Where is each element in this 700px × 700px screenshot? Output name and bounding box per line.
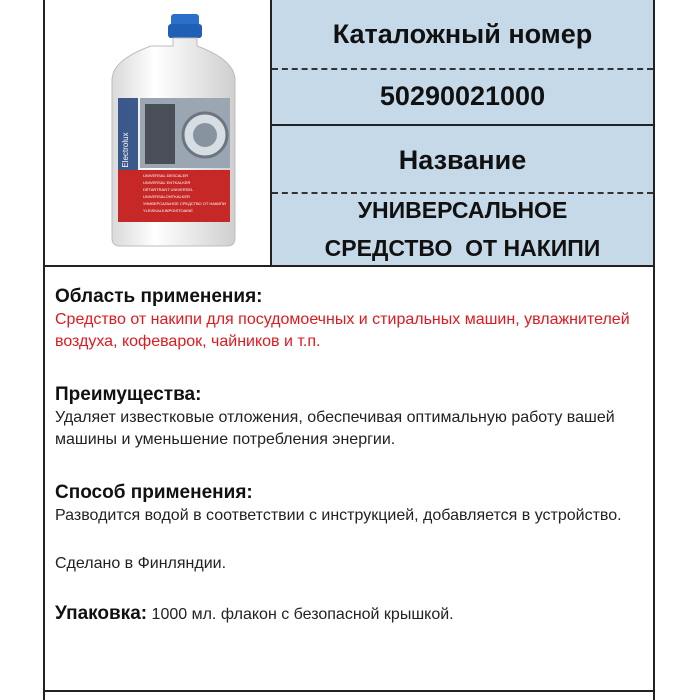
method-text: Разводится водой в соответствии с инструкцией, добавляется в устройство. [55,507,622,524]
advantages-text: Удаляет известковые отложения, обеспечивая оптимальную работу вашей машины и уменьшение потребления энергии. [55,409,615,448]
name-label: Название [272,124,653,194]
product-sheet [43,0,655,700]
method-title: Способ применения: [55,482,253,503]
description-body [55,285,645,625]
bottle-label-line: UNIVERSAL DESCALER [143,173,189,178]
product-photo-cell [45,0,270,265]
header-info-column [270,0,653,265]
bottle-label-line: DÉTARTRANT UNIVERSEL [143,187,194,192]
origin-text: Сделано в Финляндии. [55,555,227,572]
usage-area-text: Средство от накипи для посудомоечных и стиральных машин, увлажнителей воздуха, кофеварок, чайников и т.п. [55,311,630,350]
product-name [272,192,653,265]
usage-area-title: Область применения: [55,286,263,307]
product-name-line-2: СРЕДСТВО ОТ НАКИПИ [324,234,601,261]
packaging-text: 1000 мл. флакон с безопасной крышкой. [151,606,454,623]
bottle-label-line: YLEISKALKINPOISTOAINE [143,208,193,213]
bottom-border [45,690,653,692]
catalog-number: 50290021000 [379,80,546,111]
bottle-label-line: UNIVERSAL ENTKALKER [143,180,191,185]
bottle-brand-text: Electrolux [121,132,130,168]
bottle-label-line: UNIVERSALONTKALKER [143,194,190,199]
advantages-title: Преимущества: [55,384,202,405]
bottle-label-line: УНИВЕРСАЛЬНОЕ СРЕДСТВО ОТ НАКИПИ [143,201,226,206]
catalog-label: Каталожный номер [332,18,593,49]
bottle-image [45,0,270,265]
product-name-line-1: УНИВЕРСАЛЬНОЕ [357,196,568,223]
header-table [45,0,653,267]
packaging [55,603,645,625]
packaging-title: Упаковка: [55,603,148,624]
